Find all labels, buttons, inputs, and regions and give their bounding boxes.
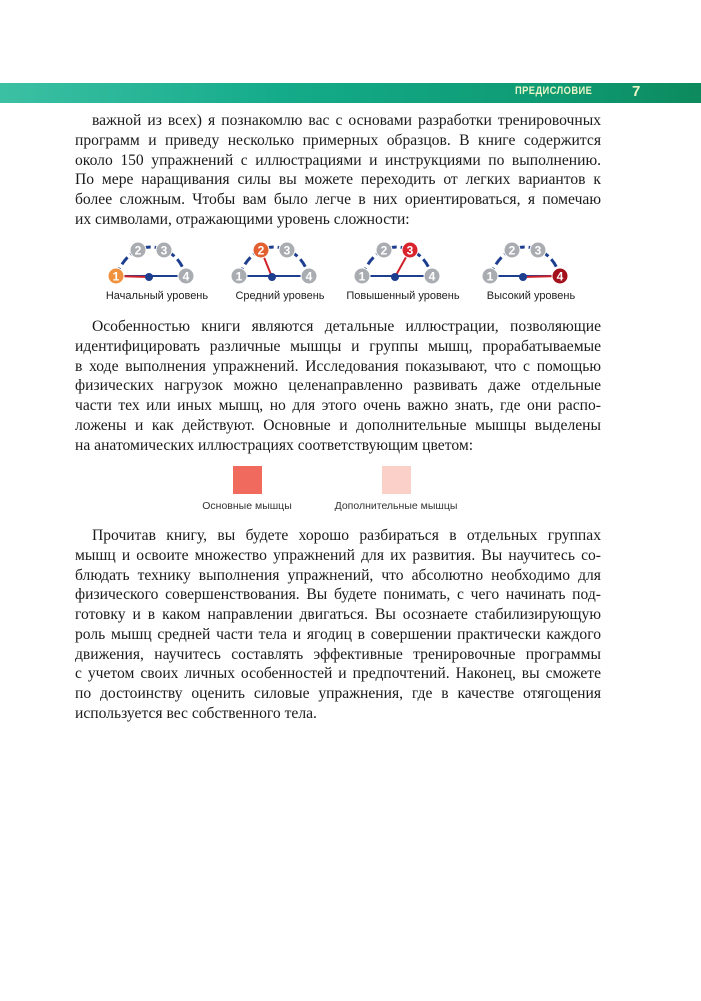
- level-label: Начальный уровень: [105, 290, 209, 302]
- paragraph-2: [75, 317, 601, 455]
- svg-text:1: 1: [358, 269, 366, 284]
- text-line: Прочитав книгу, вы будете хорошо разбираться в отдельных группах: [92, 527, 601, 544]
- text-line: физических нагрузок можно целенаправленно развивать даже отдельные: [75, 377, 601, 395]
- svg-text:2: 2: [257, 243, 265, 258]
- primary-muscle-label: Основные мышцы: [202, 500, 292, 512]
- text-line: роль мышц средней части тела и ягодиц в совершении практически каждого: [75, 625, 601, 643]
- level-label: Повышенный уровень: [346, 290, 460, 302]
- svg-text:4: 4: [556, 269, 564, 284]
- section-title: ПРЕДИСЛОВИЕ: [515, 85, 593, 97]
- text-line: около 150 упражнений с иллюстрациями и инструкциями по выполнению.: [75, 151, 601, 169]
- text-line: в ходе выполнения упражнений. Исследования показывают, что с помощью: [75, 357, 601, 375]
- svg-text:4: 4: [305, 269, 313, 284]
- paragraph-1: [75, 111, 601, 230]
- text-line: их символами, отражающими уровень сложности:: [75, 210, 410, 228]
- svg-text:3: 3: [534, 243, 542, 258]
- level-icon-1: [102, 238, 212, 310]
- gauge-icon: [348, 238, 448, 290]
- text-line: более сложным. Чтобы вам было легче в них ориентироваться, я помечаю: [75, 191, 601, 208]
- text-line: части тех или иных мышц, но для этого очень важно знать, где они распо-: [75, 397, 601, 414]
- secondary-muscle-label: Дополнительные мышцы: [334, 500, 458, 512]
- text-line: По мере наращивания силы вы можете переходить от легких вариантов к: [75, 171, 601, 189]
- text-line: по достоинству оценить силовые упражнения, где в качестве отягощения: [75, 685, 601, 702]
- running-header: [0, 83, 701, 103]
- text-line: физического совершенствования. Вы будете понимать, с чего начинать под-: [75, 586, 601, 604]
- level-label: Средний уровень: [235, 290, 325, 302]
- text-line: Особенностью книги являются детальные иллюстрации, позволяющие: [92, 318, 601, 335]
- text-line: ложены и как действуют. Основные и дополнительные мышцы выделены: [75, 416, 601, 434]
- level-icon-4: [476, 238, 586, 310]
- gauge-icon: [225, 238, 325, 290]
- svg-text:1: 1: [112, 269, 120, 284]
- svg-text:2: 2: [380, 243, 388, 258]
- page-number: 7: [632, 83, 641, 100]
- text-line: движения, научитесь составлять эффективные тренировочные программы: [75, 645, 601, 663]
- paragraph-3: [75, 526, 601, 724]
- text-line: с учетом своих личных особенностей и предпочтений. Наконец, вы сможете: [75, 665, 601, 683]
- gauge-icon: [102, 238, 202, 290]
- primary-muscle-swatch: [233, 466, 262, 494]
- gauge-icon: [476, 238, 576, 290]
- svg-text:2: 2: [508, 243, 516, 258]
- svg-text:1: 1: [235, 269, 243, 284]
- text-line: на анатомических иллюстрациях соответствующим цветом:: [75, 436, 474, 454]
- svg-text:1: 1: [486, 269, 494, 284]
- level-icon-2: [225, 238, 335, 310]
- svg-text:3: 3: [406, 243, 414, 258]
- secondary-muscle-swatch: [382, 466, 411, 494]
- text-line: блюдать технику выполнения упражнений, что абсолютно необходимо для: [75, 566, 601, 584]
- text-line: мышц и освоите множество упражнений для их развития. Вы научитесь со-: [75, 546, 601, 564]
- text-line: готовку и в каком направлении двигаться. Вы осознаете стабилизирующую: [75, 606, 601, 623]
- level-icon-3: [348, 238, 458, 310]
- level-label: Высокий уровень: [486, 290, 576, 302]
- text-line: используется вес собственного тела.: [75, 704, 317, 722]
- text-line: идентифицировать различные мышцы и группы мышц, прорабатываемые: [75, 337, 601, 355]
- text-line: важной из всех) я познакомлю вас с основами разработки тренировочных: [92, 112, 601, 129]
- text-line: программ и приведу несколько примерных образцов. В книге содержится: [75, 131, 601, 149]
- svg-text:2: 2: [134, 243, 142, 258]
- svg-text:3: 3: [283, 243, 291, 258]
- svg-text:4: 4: [428, 269, 436, 284]
- svg-text:3: 3: [160, 243, 168, 258]
- svg-text:4: 4: [182, 269, 190, 284]
